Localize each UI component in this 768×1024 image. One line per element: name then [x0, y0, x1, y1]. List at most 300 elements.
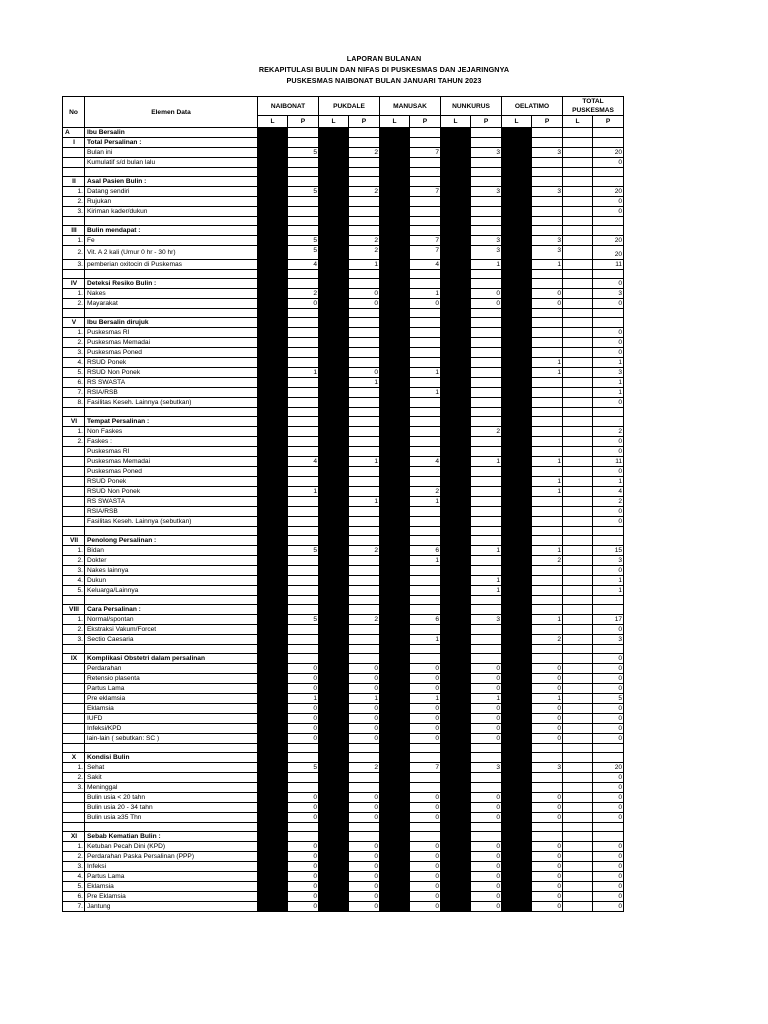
cell-p — [471, 138, 502, 148]
blocked-cell-l — [502, 694, 532, 704]
blocked-cell-l — [258, 348, 288, 358]
blocked-cell-l — [502, 487, 532, 497]
table-row — [63, 664, 624, 674]
cell-p — [532, 217, 563, 226]
cell-p — [471, 566, 502, 576]
blocked-cell-l — [380, 734, 410, 744]
table-row — [63, 674, 624, 684]
cell-p — [410, 358, 441, 368]
blocked-cell-l — [441, 358, 471, 368]
cell-p: 4 — [593, 487, 624, 497]
spacer-row — [63, 645, 624, 654]
blocked-cell-l — [502, 852, 532, 862]
blocked-cell-l — [441, 408, 471, 417]
blocked-cell-l — [319, 270, 349, 279]
cell-p — [471, 773, 502, 783]
blocked-cell-l — [258, 556, 288, 566]
blocked-cell-l — [380, 517, 410, 527]
cell-p — [471, 517, 502, 527]
blocked-cell-l — [441, 546, 471, 556]
cell-l — [563, 187, 593, 197]
row-label: Ibu Bersalin dirujuk — [85, 318, 258, 328]
cell-p: 0 — [288, 714, 319, 724]
blocked-cell-l — [441, 803, 471, 813]
row-label: Kiriman kader/dukun — [85, 207, 258, 217]
cell-l — [563, 437, 593, 447]
blocked-cell-l — [441, 270, 471, 279]
cell-p — [532, 138, 563, 148]
cell-p: 1 — [349, 457, 380, 467]
blocked-cell-l — [258, 289, 288, 299]
blocked-cell-l — [441, 447, 471, 457]
blocked-cell-l — [258, 645, 288, 654]
cell-l — [563, 615, 593, 625]
blocked-cell-l — [319, 348, 349, 358]
cell-p: 0 — [593, 279, 624, 289]
cell-p — [410, 517, 441, 527]
blocked-cell-l — [380, 813, 410, 823]
cell-p: 1 — [593, 586, 624, 596]
cell-p — [288, 517, 319, 527]
cell-p — [471, 226, 502, 236]
spacer-row — [63, 527, 624, 536]
blocked-cell-l — [319, 527, 349, 536]
cell-p: 0 — [349, 684, 380, 694]
cell-p — [532, 309, 563, 318]
blocked-cell-l — [319, 753, 349, 763]
blocked-cell-l — [502, 823, 532, 832]
cell-p — [349, 437, 380, 447]
cell-p — [349, 566, 380, 576]
blocked-cell-l — [441, 368, 471, 378]
cell-p — [349, 753, 380, 763]
blocked-cell-l — [380, 368, 410, 378]
row-number: 4. — [63, 872, 85, 882]
table-row — [63, 368, 624, 378]
cell-p: 0 — [593, 704, 624, 714]
row-number — [63, 467, 85, 477]
cell-p: 1 — [410, 497, 441, 507]
row-number: VII — [63, 536, 85, 546]
cell-p: 0 — [532, 299, 563, 309]
cell-l — [563, 645, 593, 654]
row-label: lain-lain ( sebutkan: SC ) — [85, 734, 258, 744]
blocked-cell-l — [319, 217, 349, 226]
blocked-cell-l — [502, 260, 532, 270]
row-label — [85, 270, 258, 279]
blocked-cell-l — [441, 625, 471, 635]
blocked-cell-l — [258, 408, 288, 417]
cell-p — [593, 217, 624, 226]
cell-p — [532, 497, 563, 507]
cell-l — [563, 158, 593, 168]
blocked-cell-l — [380, 338, 410, 348]
cell-p: 1 — [532, 358, 563, 368]
row-number: II — [63, 177, 85, 187]
cell-p — [288, 536, 319, 546]
cell-p: 0 — [288, 793, 319, 803]
cell-p — [349, 348, 380, 358]
blocked-cell-l — [380, 793, 410, 803]
cell-p: 0 — [288, 902, 319, 912]
blocked-cell-l — [380, 852, 410, 862]
spacer-row — [63, 217, 624, 226]
cell-p: 0 — [593, 872, 624, 882]
cell-p: 2 — [532, 556, 563, 566]
cell-p: 0 — [471, 902, 502, 912]
blocked-cell-l — [502, 236, 532, 246]
cell-p — [471, 437, 502, 447]
row-number — [63, 674, 85, 684]
blocked-cell-l — [258, 447, 288, 457]
table-row — [63, 226, 624, 236]
blocked-cell-l — [380, 168, 410, 177]
cell-p: 0 — [410, 704, 441, 714]
blocked-cell-l — [502, 576, 532, 586]
row-number: 8. — [63, 398, 85, 408]
row-number — [63, 724, 85, 734]
cell-p — [349, 586, 380, 596]
cell-p: 0 — [288, 684, 319, 694]
blocked-cell-l — [502, 872, 532, 882]
blocked-cell-l — [502, 546, 532, 556]
blocked-cell-l — [380, 348, 410, 358]
cell-p — [532, 158, 563, 168]
header-total-puskesmas: TOTAL PUSKESMAS — [563, 97, 624, 116]
blocked-cell-l — [258, 318, 288, 328]
row-number — [63, 823, 85, 832]
blocked-cell-l — [319, 744, 349, 753]
cell-l — [563, 862, 593, 872]
blocked-cell-l — [258, 813, 288, 823]
blocked-cell-l — [502, 168, 532, 177]
cell-l — [563, 398, 593, 408]
cell-p: 1 — [410, 388, 441, 398]
cell-p — [532, 517, 563, 527]
row-number — [63, 645, 85, 654]
row-number: 3. — [63, 862, 85, 872]
blocked-cell-l — [319, 684, 349, 694]
cell-p: 5 — [288, 763, 319, 773]
cell-p — [532, 645, 563, 654]
cell-p — [471, 168, 502, 177]
blocked-cell-l — [258, 862, 288, 872]
blocked-cell-l — [502, 467, 532, 477]
cell-p — [532, 467, 563, 477]
cell-p: 1 — [532, 546, 563, 556]
cell-p — [532, 270, 563, 279]
header-oelatimo: OELATIMO — [502, 97, 563, 116]
blocked-cell-l — [319, 260, 349, 270]
blocked-cell-l — [319, 635, 349, 645]
cell-p: 0 — [471, 704, 502, 714]
blocked-cell-l — [319, 852, 349, 862]
blocked-cell-l — [441, 704, 471, 714]
row-label — [85, 408, 258, 417]
blocked-cell-l — [380, 467, 410, 477]
cell-p — [288, 398, 319, 408]
blocked-cell-l — [258, 487, 288, 497]
blocked-cell-l — [502, 615, 532, 625]
blocked-cell-l — [258, 674, 288, 684]
blocked-cell-l — [502, 398, 532, 408]
table-row — [63, 872, 624, 882]
blocked-cell-l — [502, 358, 532, 368]
blocked-cell-l — [258, 576, 288, 586]
cell-p: 0 — [410, 684, 441, 694]
row-label: Komplikasi Obstetri dalam persalinan — [85, 654, 258, 664]
cell-p — [288, 497, 319, 507]
cell-p: 1 — [349, 260, 380, 270]
cell-p — [532, 279, 563, 289]
row-label: RSUD Ponek — [85, 477, 258, 487]
row-number: 2. — [63, 246, 85, 260]
blocked-cell-l — [502, 138, 532, 148]
cell-p: 0 — [471, 793, 502, 803]
cell-p — [593, 138, 624, 148]
blocked-cell-l — [380, 177, 410, 187]
cell-p — [471, 388, 502, 398]
blocked-cell-l — [319, 674, 349, 684]
cell-p — [471, 645, 502, 654]
blocked-cell-l — [258, 279, 288, 289]
blocked-cell-l — [502, 862, 532, 872]
cell-p: 1 — [471, 457, 502, 467]
cell-p: 0 — [288, 704, 319, 714]
cell-p — [288, 378, 319, 388]
cell-p — [471, 527, 502, 536]
cell-p: 0 — [471, 842, 502, 852]
blocked-cell-l — [319, 187, 349, 197]
row-label: RS SWASTA — [85, 497, 258, 507]
cell-p — [471, 823, 502, 832]
blocked-cell-l — [380, 477, 410, 487]
row-label: Cara Persalinan : — [85, 605, 258, 615]
row-number — [63, 714, 85, 724]
blocked-cell-l — [319, 645, 349, 654]
blocked-cell-l — [319, 358, 349, 368]
cell-p — [471, 654, 502, 664]
cell-l — [563, 527, 593, 536]
row-number — [63, 734, 85, 744]
cell-p: 0 — [593, 803, 624, 813]
blocked-cell-l — [380, 783, 410, 793]
cell-p — [410, 645, 441, 654]
blocked-cell-l — [380, 187, 410, 197]
cell-p — [288, 447, 319, 457]
blocked-cell-l — [380, 862, 410, 872]
blocked-cell-l — [258, 427, 288, 437]
cell-p — [593, 527, 624, 536]
header-naibonat: NAIBONAT — [258, 97, 319, 116]
cell-p — [471, 368, 502, 378]
table-row — [63, 378, 624, 388]
blocked-cell-l — [441, 566, 471, 576]
cell-p: 5 — [288, 546, 319, 556]
cell-p: 2 — [349, 187, 380, 197]
blocked-cell-l — [319, 467, 349, 477]
cell-l — [563, 546, 593, 556]
spacer-row — [63, 823, 624, 832]
blocked-cell-l — [258, 714, 288, 724]
cell-p — [288, 645, 319, 654]
cell-p: 0 — [410, 714, 441, 724]
cell-l — [563, 408, 593, 417]
blocked-cell-l — [319, 398, 349, 408]
cell-p: 2 — [532, 635, 563, 645]
cell-p — [288, 217, 319, 226]
blocked-cell-l — [502, 783, 532, 793]
cell-l — [563, 168, 593, 177]
blocked-cell-l — [319, 872, 349, 882]
blocked-cell-l — [258, 704, 288, 714]
spacer-row — [63, 596, 624, 605]
row-number: 1. — [63, 427, 85, 437]
cell-p: 0 — [532, 872, 563, 882]
blocked-cell-l — [441, 832, 471, 842]
row-label: Puskesmas Memadai — [85, 457, 258, 467]
row-label — [85, 744, 258, 753]
cell-p — [349, 487, 380, 497]
row-number: III — [63, 226, 85, 236]
cell-p — [471, 338, 502, 348]
cell-p: 0 — [593, 724, 624, 734]
cell-p: 0 — [410, 299, 441, 309]
row-label — [85, 823, 258, 832]
cell-p — [532, 527, 563, 536]
table-row — [63, 763, 624, 773]
row-label — [85, 645, 258, 654]
row-number: IX — [63, 654, 85, 664]
blocked-cell-l — [380, 487, 410, 497]
cell-p — [349, 527, 380, 536]
cell-p — [593, 177, 624, 187]
cell-p — [410, 128, 441, 138]
cell-p: 1 — [349, 378, 380, 388]
blocked-cell-l — [319, 318, 349, 328]
row-number — [63, 596, 85, 605]
table-row — [63, 148, 624, 158]
blocked-cell-l — [441, 226, 471, 236]
blocked-cell-l — [258, 842, 288, 852]
blocked-cell-l — [441, 338, 471, 348]
cell-p — [471, 753, 502, 763]
blocked-cell-l — [380, 236, 410, 246]
blocked-cell-l — [319, 654, 349, 664]
cell-p — [288, 427, 319, 437]
cell-l — [563, 246, 593, 260]
cell-p: 17 — [593, 615, 624, 625]
row-number — [63, 803, 85, 813]
blocked-cell-l — [258, 497, 288, 507]
blocked-cell-l — [258, 793, 288, 803]
blocked-cell-l — [380, 260, 410, 270]
row-label: Sakit — [85, 773, 258, 783]
cell-p: 1 — [532, 260, 563, 270]
cell-p — [471, 832, 502, 842]
cell-p — [410, 138, 441, 148]
cell-l — [563, 635, 593, 645]
blocked-cell-l — [502, 556, 532, 566]
blocked-cell-l — [380, 437, 410, 447]
cell-p — [410, 197, 441, 207]
blocked-cell-l — [441, 684, 471, 694]
table-row — [63, 793, 624, 803]
cell-p — [349, 226, 380, 236]
cell-p — [410, 625, 441, 635]
cell-p: 0 — [349, 902, 380, 912]
cell-p — [349, 447, 380, 457]
cell-p: 5 — [288, 246, 319, 260]
cell-p: 0 — [471, 882, 502, 892]
cell-p: 2 — [471, 427, 502, 437]
row-number — [63, 507, 85, 517]
cell-p — [471, 447, 502, 457]
blocked-cell-l — [380, 684, 410, 694]
cell-p: 3 — [471, 187, 502, 197]
cell-p: 0 — [349, 882, 380, 892]
blocked-cell-l — [441, 398, 471, 408]
cell-p: 1 — [349, 694, 380, 704]
blocked-cell-l — [502, 684, 532, 694]
blocked-cell-l — [380, 546, 410, 556]
cell-p: 3 — [532, 763, 563, 773]
cell-p — [532, 605, 563, 615]
row-number: 2. — [63, 338, 85, 348]
cell-p — [288, 226, 319, 236]
cell-p: 0 — [532, 793, 563, 803]
cell-p — [471, 279, 502, 289]
row-label: Non Faskes — [85, 427, 258, 437]
cell-p: 0 — [593, 714, 624, 724]
cell-p — [410, 348, 441, 358]
row-label: Fasilitas Keseh. Lainnya (sebutkan) — [85, 398, 258, 408]
cell-p — [410, 158, 441, 168]
blocked-cell-l — [441, 773, 471, 783]
cell-l — [563, 793, 593, 803]
cell-p: 0 — [410, 664, 441, 674]
blocked-cell-l — [380, 270, 410, 279]
cell-p: 20 — [593, 187, 624, 197]
blocked-cell-l — [319, 724, 349, 734]
cell-p: 0 — [288, 872, 319, 882]
blocked-cell-l — [380, 872, 410, 882]
row-label: Faskes : — [85, 437, 258, 447]
cell-p — [349, 536, 380, 546]
cell-l — [563, 596, 593, 605]
blocked-cell-l — [319, 148, 349, 158]
row-label: Eklamsia — [85, 704, 258, 714]
row-number — [63, 457, 85, 467]
blocked-cell-l — [441, 318, 471, 328]
row-number: 2. — [63, 773, 85, 783]
cell-p — [471, 309, 502, 318]
cell-p: 1 — [288, 487, 319, 497]
blocked-cell-l — [441, 177, 471, 187]
cell-p: 0 — [288, 842, 319, 852]
cell-p — [532, 408, 563, 417]
cell-p — [288, 744, 319, 753]
row-number: 5. — [63, 882, 85, 892]
cell-p — [349, 467, 380, 477]
cell-l — [563, 417, 593, 427]
cell-p: 0 — [532, 813, 563, 823]
cell-p: 1 — [593, 388, 624, 398]
cell-l — [563, 724, 593, 734]
cell-p: 0 — [410, 852, 441, 862]
blocked-cell-l — [502, 497, 532, 507]
cell-p — [410, 477, 441, 487]
